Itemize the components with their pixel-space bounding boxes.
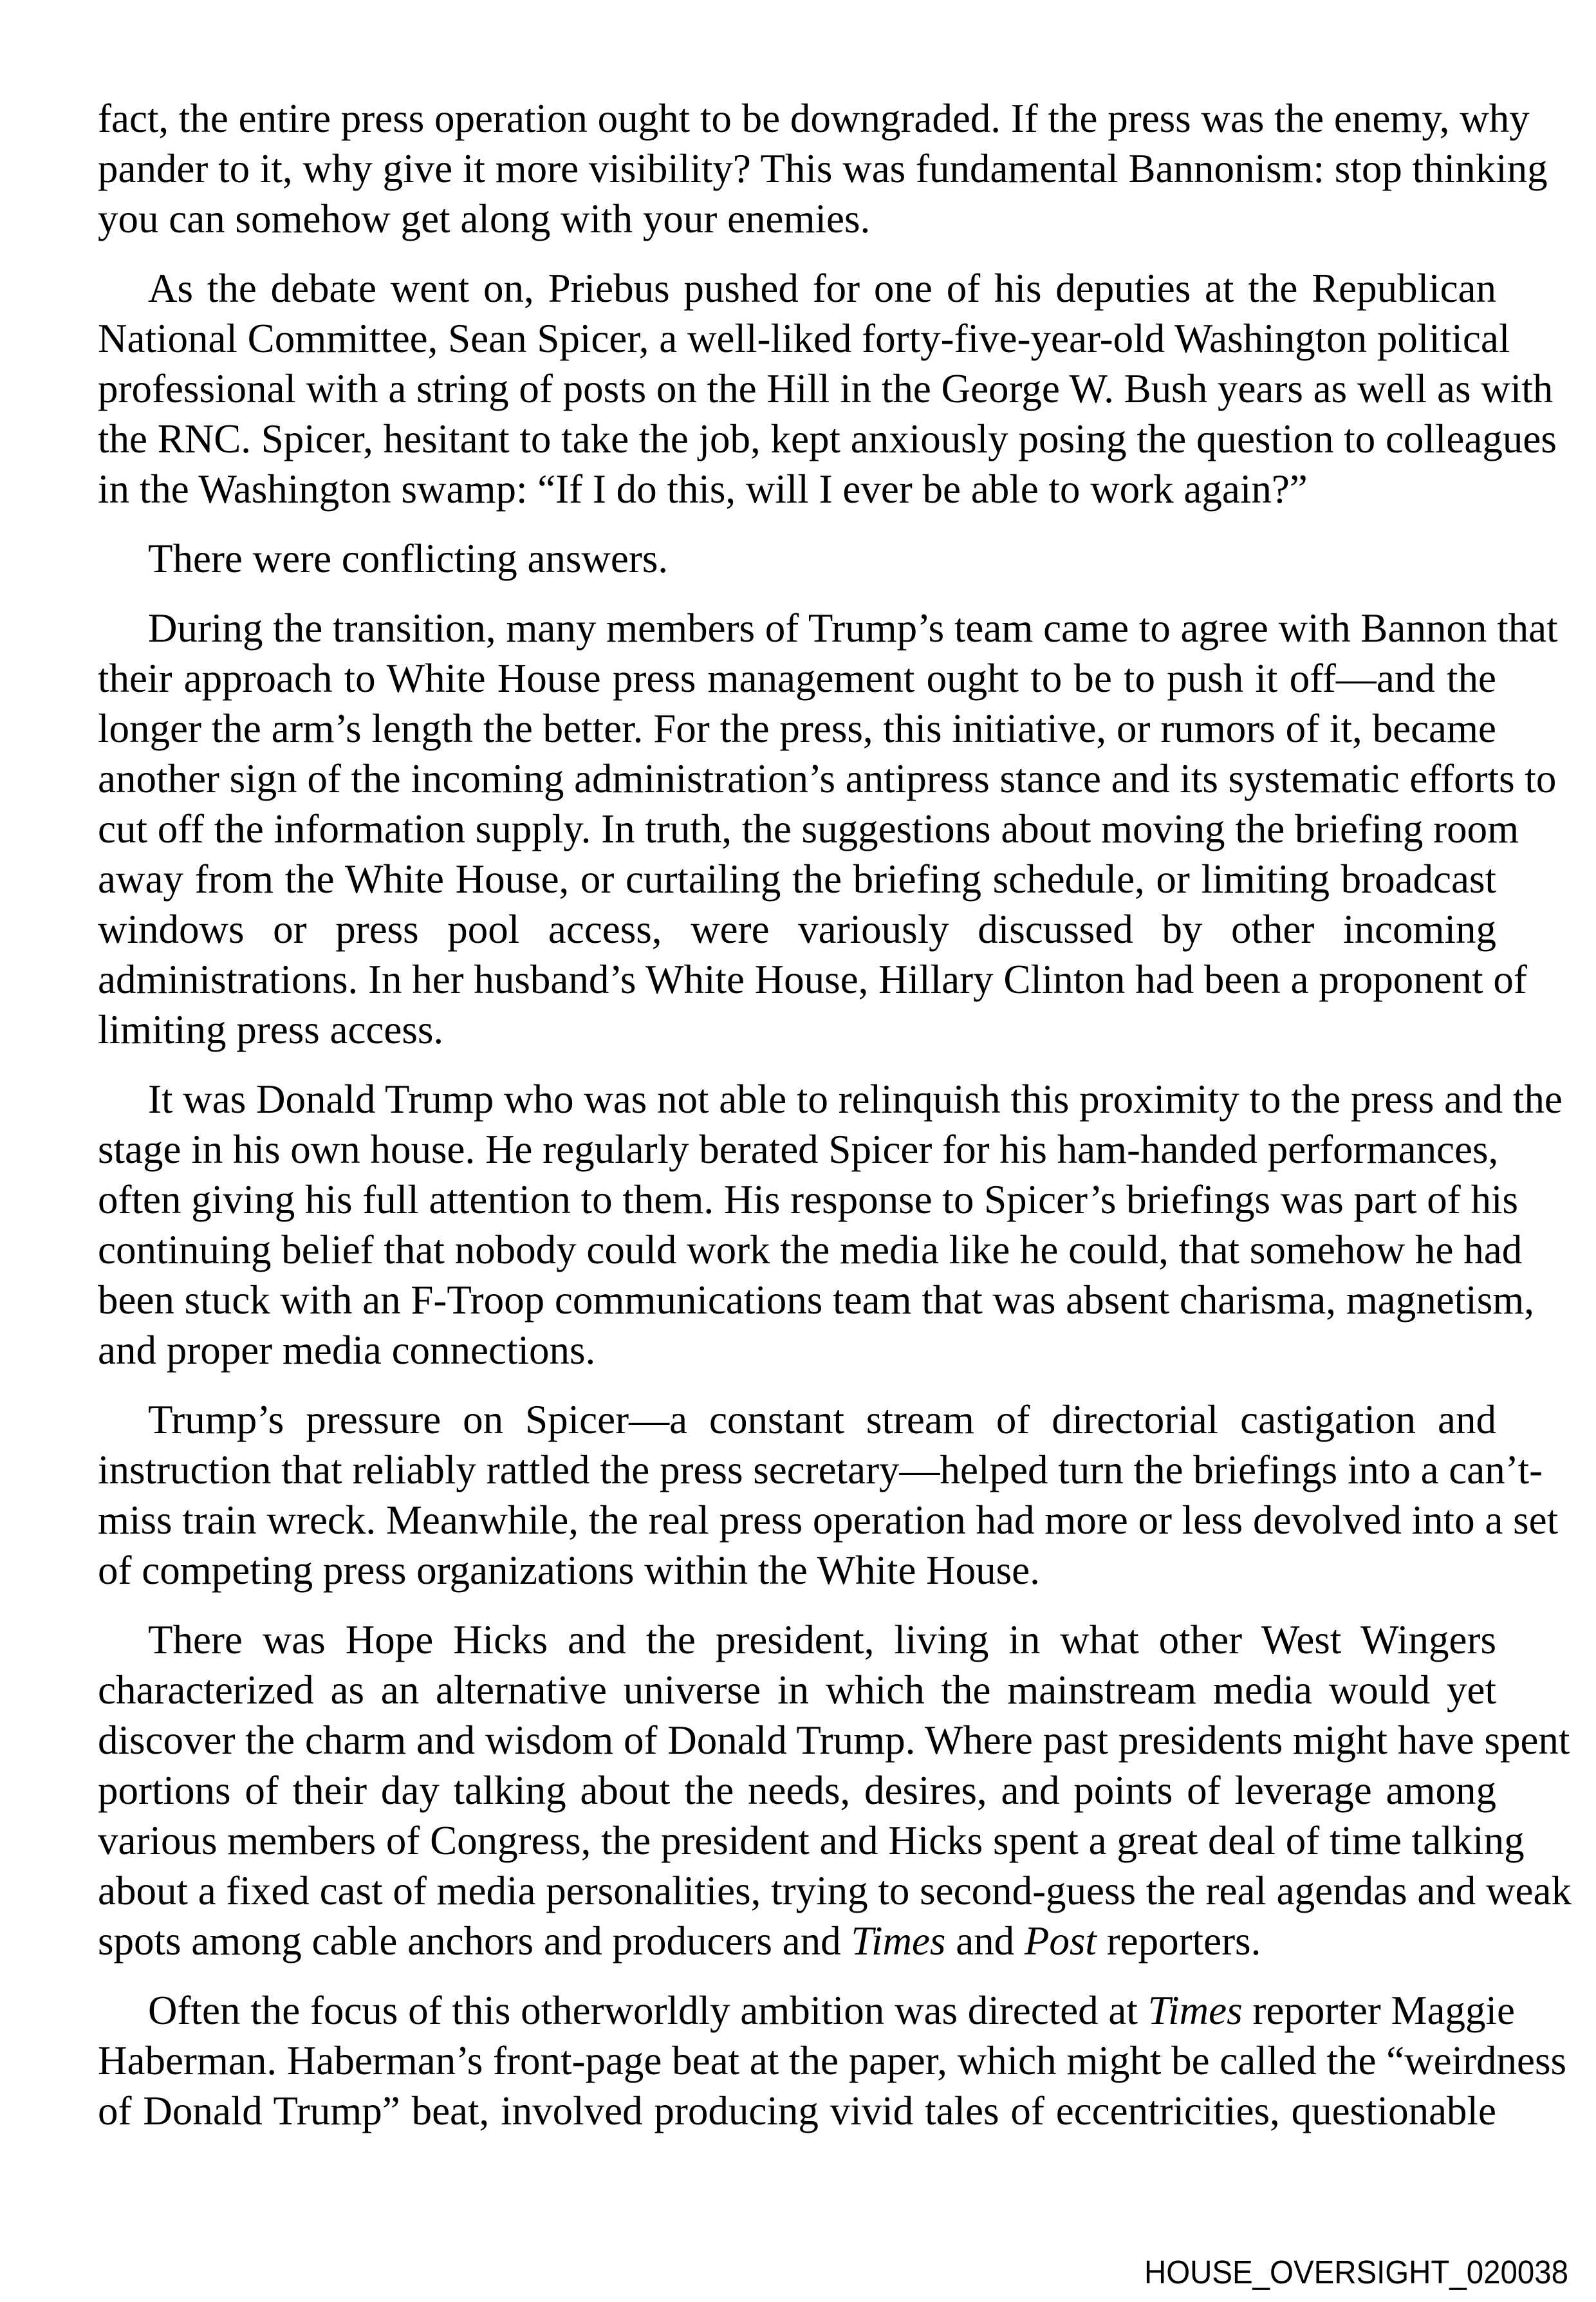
text-line [98, 1715, 1570, 1765]
text-line [98, 1916, 1496, 1966]
text-line [98, 1005, 1496, 1055]
text-line [98, 954, 1527, 1005]
text-line [98, 1665, 1496, 1715]
page-body-text [98, 93, 1572, 2155]
bates-stamp: HOUSE_OVERSIGHT_020038 [1144, 2254, 1569, 2290]
italic-title: Times [1147, 1988, 1243, 2033]
text-run: cut off the information supply. In truth, the suggestions about moving the briefing room [98, 806, 1519, 851]
text-run: of competing press organizations within the White House. [98, 1548, 1040, 1593]
text-line [98, 93, 1530, 144]
text-line [98, 754, 1557, 804]
text-line [98, 414, 1557, 464]
text-run: During the transition, many members of Trump’s team came to agree with Bannon that [148, 606, 1558, 651]
text-line [98, 1325, 1496, 1375]
paragraph [98, 603, 1558, 1055]
text-line [98, 603, 1558, 653]
text-run: various members of Congress, the president and Hicks spent a great deal of time talking [98, 1818, 1525, 1863]
text-line [98, 1615, 1496, 1665]
text-line [98, 364, 1554, 414]
text-run: of Donald Trump” beat, involved producing vivid tales of eccentricities, questionable [98, 2088, 1496, 2133]
text-line [98, 2086, 1496, 2136]
text-run: As the debate went on, Priebus pushed for one of his deputies at the Republican [148, 266, 1496, 311]
text-run: miss train wreck. Meanwhile, the real press operation had more or less devolved into a set [98, 1498, 1559, 1543]
text-run: windows or press pool access, were variously discussed by other incoming [98, 907, 1496, 952]
text-run: It was Donald Trump who was not able to relinquish this proximity to the press and the [148, 1077, 1563, 1122]
text-run: instruction that reliably rattled the press secretary—helped turn the briefings into a can’t- [98, 1447, 1543, 1492]
paragraph [98, 534, 1496, 584]
text-line [98, 263, 1496, 313]
paragraph [98, 1074, 1563, 1375]
text-line [98, 1545, 1496, 1595]
text-line [98, 2036, 1567, 2086]
text-run: the RNC. Spicer, hesitant to take the job, kept anxiously posing the question to colleagues [98, 416, 1557, 461]
text-run: There was Hope Hicks and the president, living in what other West Wingers [148, 1617, 1496, 1662]
text-run: characterized as an alternative universe in which the mainstream media would yet [98, 1667, 1496, 1713]
text-run: reporters. [1096, 1918, 1261, 1963]
text-run: There were conflicting answers. [148, 536, 669, 581]
text-run: about a fixed cast of media personalities, trying to second-guess the real agendas and weak [98, 1868, 1572, 1913]
text-run: longer the arm’s length the better. For the press, this initiative, or rumors of it, became [98, 706, 1496, 751]
text-run: Often the focus of this otherworldly ambition was directed at [148, 1988, 1148, 2033]
text-run: spots among cable anchors and producers and [98, 1918, 851, 1963]
text-line [98, 464, 1496, 514]
text-run: fact, the entire press operation ought to be downgraded. If the press was the enemy, why [98, 96, 1530, 141]
paragraph [98, 93, 1548, 244]
italic-title: Times [851, 1918, 946, 1963]
text-run: professional with a string of posts on the Hill in the George W. Bush years as well as with [98, 366, 1554, 411]
text-run: away from the White House, or curtailing the briefing schedule, or limiting broadcast [98, 857, 1496, 902]
text-run: in the Washington swamp: “If I do this, will I ever be able to work again?” [98, 467, 1308, 512]
text-run: discover the charm and wisdom of Donald Trump. Where past presidents might have spent [98, 1718, 1570, 1763]
text-line [98, 534, 1496, 584]
text-line [98, 1985, 1515, 2036]
text-line [98, 854, 1496, 904]
text-run: and [945, 1918, 1025, 1963]
text-line [98, 1225, 1523, 1275]
text-line [98, 144, 1548, 194]
text-line [98, 313, 1510, 364]
text-line [98, 1124, 1499, 1174]
text-run: administrations. In her husband’s White House, Hillary Clinton had been a proponent of [98, 957, 1527, 1002]
italic-title: Post [1024, 1918, 1097, 1963]
paragraph [98, 1395, 1559, 1595]
text-run: continuing belief that nobody could work the media like he could, that somehow he had [98, 1227, 1523, 1272]
text-line [98, 1815, 1525, 1866]
text-run: you can somehow get along with your enemies. [98, 196, 871, 241]
text-run: been stuck with an F-Troop communications team that was absent charisma, magnetism, [98, 1277, 1534, 1323]
text-run: reporter Maggie [1242, 1988, 1515, 2033]
text-run: portions of their day talking about the needs, desires, and points of leverage among [98, 1768, 1496, 1813]
text-run: limiting press access. [98, 1007, 444, 1052]
text-run: National Committee, Sean Spicer, a well-liked forty-five-year-old Washington political [98, 316, 1510, 361]
text-line [98, 703, 1496, 754]
text-line [98, 1174, 1518, 1225]
text-line [98, 1495, 1559, 1545]
text-line [98, 1395, 1496, 1445]
paragraph [98, 263, 1557, 514]
text-run: stage in his own house. He regularly berated Spicer for his ham-handed performances, [98, 1127, 1499, 1172]
text-line [98, 653, 1496, 703]
paragraph [98, 1615, 1572, 1966]
text-run: pander to it, why give it more visibility? This was fundamental Bannonism: stop thinking [98, 146, 1548, 191]
text-line [98, 804, 1519, 854]
text-line [98, 194, 1496, 244]
text-line [98, 904, 1496, 954]
text-line [98, 1074, 1563, 1124]
text-run: and proper media connections. [98, 1328, 596, 1373]
text-line [98, 1275, 1534, 1325]
text-run: their approach to White House press management ought to be to push it off—and the [98, 656, 1496, 701]
text-line [98, 1765, 1496, 1815]
text-line [98, 1445, 1543, 1495]
text-run: often giving his full attention to them. His response to Spicer’s briefings was part of his [98, 1177, 1518, 1222]
text-run: Trump’s pressure on Spicer—a constant stream of directorial castigation and [148, 1397, 1496, 1442]
paragraph [98, 1985, 1567, 2136]
text-run: another sign of the incoming administration’s antipress stance and its systematic efforts to [98, 756, 1557, 801]
text-run: Haberman. Haberman’s front-page beat at the paper, which might be called the “weirdness [98, 2038, 1567, 2083]
text-line [98, 1866, 1572, 1916]
